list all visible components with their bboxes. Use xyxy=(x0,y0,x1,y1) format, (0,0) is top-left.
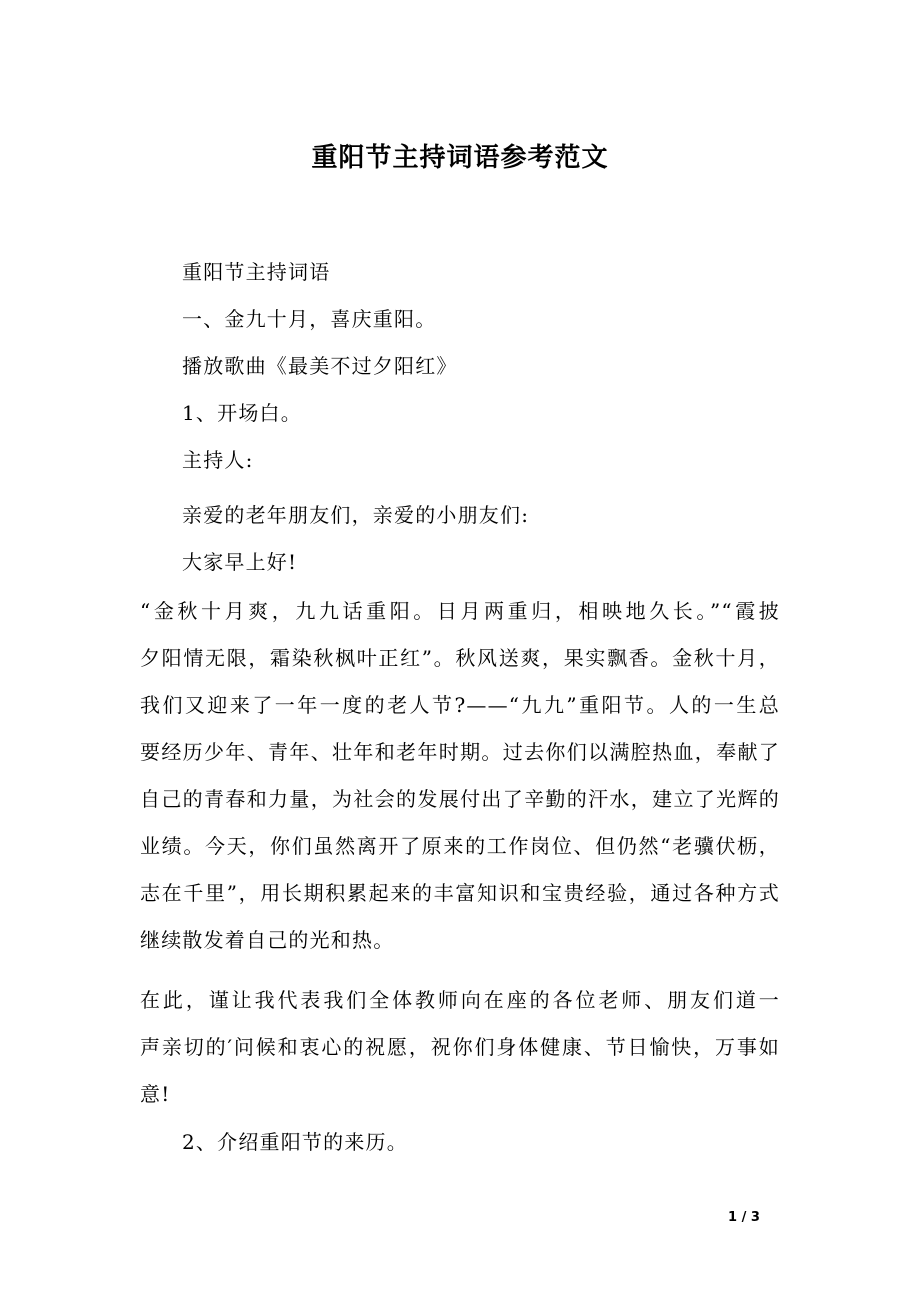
paragraph-line: 自己的青春和力量，为社会的发展付出了辛勤的汗水，建立了光辉的 xyxy=(140,787,780,811)
paragraph-line: 亲爱的老年朋友们，亲爱的小朋友们: xyxy=(182,503,530,527)
paragraph-line: 夕阳情无限，霜染秋枫叶正红”。秋风送爽，果实飘香。金秋十月， xyxy=(140,646,780,670)
paragraph-line: 业绩。今天，你们虽然离开了原来的工作岗位、但仍然“老骥伏枥， xyxy=(140,834,780,858)
paragraph-line: 大家早上好! xyxy=(182,550,298,574)
paragraph-line: 播放歌曲《最美不过夕阳红》 xyxy=(182,354,458,378)
paragraph-line: 1、开场白。 xyxy=(182,401,302,425)
paragraph-line: 我们又迎来了一年一度的老人节?——“九九”重阳节。人的一生总 xyxy=(140,693,780,717)
paragraph-line: 要经历少年、青年、壮年和老年时期。过去你们以满腔热血，奉献了 xyxy=(140,740,780,764)
paragraph-line: “金秋十月爽，九九话重阳。日月两重归，相映地久长。”“霞披 xyxy=(140,599,780,623)
section-heading: 重阳节主持词语 xyxy=(182,260,331,284)
section-heading: 2、介绍重阳节的来历。 xyxy=(182,1130,408,1154)
section-subheading: 一、金九十月，喜庆重阳。 xyxy=(182,307,437,331)
page-indicator: 1 / 3 xyxy=(728,1210,760,1225)
paragraph-line: 声亲切的′问候和衷心的祝愿，祝你们身体健康、节日愉快，万事如 xyxy=(140,1035,780,1059)
paragraph-line: 继续散发着自己的光和热。 xyxy=(140,928,395,952)
document-title: 重阳节主持词语参考范文 xyxy=(311,143,609,173)
paragraph-line: 志在千里”，用长期积累起来的丰富知识和宝贵经验，通过各种方式 xyxy=(140,881,780,905)
paragraph-line: 在此，谨让我代表我们全体教师向在座的各位老师、朋友们道一 xyxy=(140,988,780,1012)
paragraph-line: 意! xyxy=(140,1082,171,1106)
paragraph-line: 主持人: xyxy=(182,448,254,472)
